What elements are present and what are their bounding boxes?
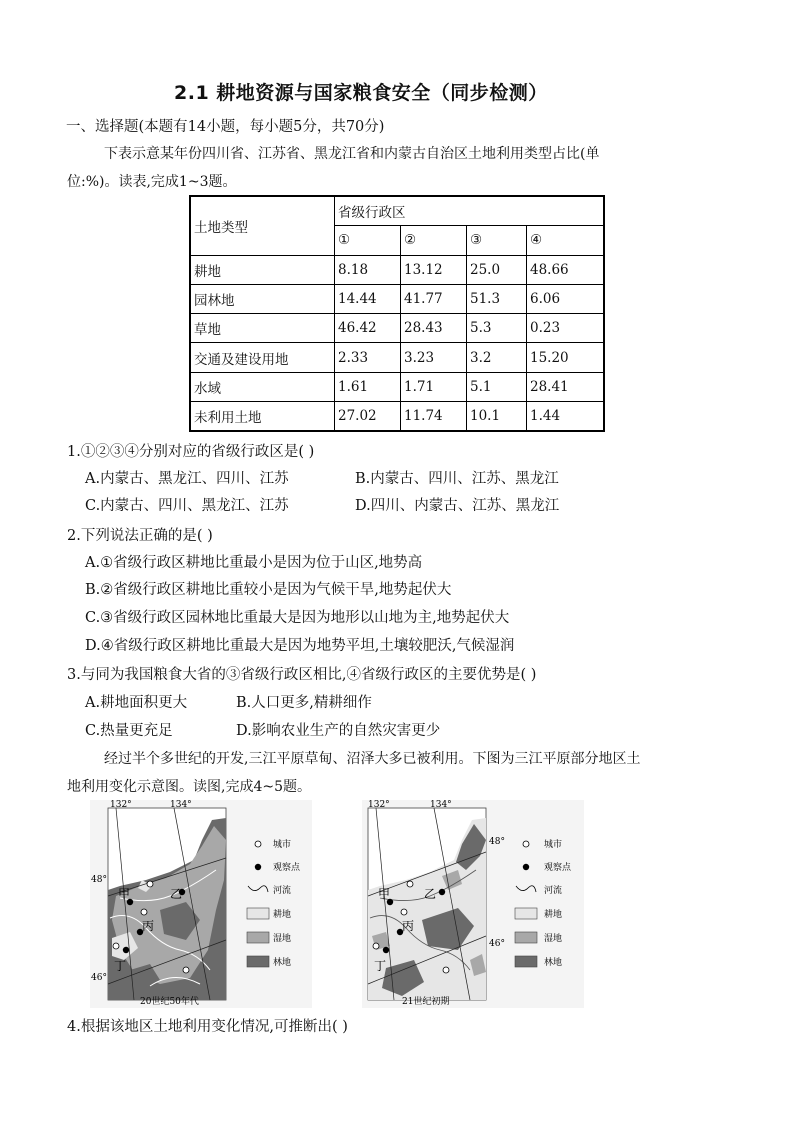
question-1-option-a[interactable]: A.内蒙古、黑龙江、四川、江苏 (85, 471, 289, 487)
intro-paragraph-line: 经过半个多世纪的开发,三江平原草甸、沼泽大多已被利用。下图为三江平原部分地区土 (104, 751, 641, 767)
table-row (190, 314, 604, 343)
legend-label-observation: 观察点 (273, 863, 301, 873)
table-cell: 8.18 (335, 255, 401, 284)
table-cell: 48.66 (527, 255, 605, 284)
forest-legend-swatch (515, 956, 537, 967)
question-1-stem: 1.①②③④分别对应的省级行政区是( ) (67, 444, 315, 460)
land-use-map-1950s (90, 800, 312, 1008)
legend-label-farmland: 耕地 (544, 910, 563, 920)
question-2-option-b[interactable]: B.②省级行政区耕地比重较小是因为气候干旱,地势起伏大 (85, 582, 452, 598)
question-2-option-c[interactable]: C.③省级行政区园林地比重最大是因为地形以山地为主,地势起伏大 (85, 610, 510, 626)
row-label: 未利用土地 (190, 402, 335, 432)
farmland-legend-swatch (515, 908, 537, 919)
city-legend-icon (255, 841, 261, 847)
table-column-header: ① (335, 226, 401, 255)
table-cell: 1.61 (335, 372, 401, 401)
question-3-option-a[interactable]: A.耕地面积更大 (85, 695, 188, 711)
question-3-option-b[interactable]: B.人口更多,精耕细作 (236, 695, 372, 711)
observation-point-icon (123, 947, 129, 953)
table-cell: 5.1 (467, 372, 527, 401)
city-icon (407, 881, 413, 887)
table-cell: 25.0 (467, 255, 527, 284)
table-cell: 28.43 (401, 314, 467, 343)
observation-legend-icon (255, 864, 261, 870)
city-icon (147, 881, 153, 887)
section-heading: 一、选择题(本题有14小题，每小题5分，共70分) (66, 119, 385, 135)
legend-label-forest: 林地 (273, 958, 292, 968)
row-label: 交通及建设用地 (190, 343, 335, 372)
latitude-label: 48° (489, 837, 505, 847)
legend-label-river: 河流 (273, 886, 292, 896)
question-2-option-a[interactable]: A.①省级行政区耕地比重最小是因为位于山区,地势高 (85, 555, 423, 571)
table-cell: 0.23 (527, 314, 605, 343)
forest-legend-swatch (247, 956, 269, 967)
table-cell: 11.74 (401, 402, 467, 432)
point-label-ding: 丁 (374, 959, 387, 973)
legend-label-city: 城市 (544, 840, 563, 850)
legend-label-forest: 林地 (544, 958, 563, 968)
longitude-label: 132° (368, 800, 390, 810)
table-cell: 3.2 (467, 343, 527, 372)
table-row (190, 372, 604, 401)
table-cell: 1.44 (527, 402, 605, 432)
observation-point-icon (383, 947, 389, 953)
land-use-table (189, 195, 605, 432)
point-label-bing: 丙 (402, 919, 415, 933)
wetland-legend-swatch (247, 932, 269, 943)
question-2-option-d[interactable]: D.④省级行政区耕地比重最大是因为地势平坦,土壤较肥沃,气候湿润 (85, 638, 515, 654)
table-cell: 15.20 (527, 343, 605, 372)
observation-legend-icon (523, 864, 529, 870)
table-row (190, 402, 604, 432)
city-icon (443, 967, 449, 973)
question-3-option-d[interactable]: D.影响农业生产的自然灾害更少 (236, 723, 441, 739)
land-use-map-2000s (362, 800, 584, 1008)
question-4-stem: 4.根据该地区土地利用变化情况,可推断出( ) (67, 1019, 348, 1035)
table-row (190, 255, 604, 284)
question-2-stem: 2.下列说法正确的是( ) (67, 528, 213, 544)
legend-label-wetland: 湿地 (273, 934, 292, 944)
table-cell: 2.33 (335, 343, 401, 372)
legend-label-farmland: 耕地 (273, 910, 292, 920)
city-icon (401, 909, 407, 915)
table-cell: 5.3 (467, 314, 527, 343)
table-cell: 27.02 (335, 402, 401, 432)
city-icon (373, 943, 379, 949)
question-3-option-c[interactable]: C.热量更充足 (85, 723, 173, 739)
city-icon (183, 967, 189, 973)
map-caption: 20世纪50年代 (140, 997, 199, 1007)
farmland-legend-swatch (247, 908, 269, 919)
table-column-header: ③ (467, 226, 527, 255)
point-label-bing: 丙 (142, 919, 155, 933)
table-header-land-type: 土地类型 (190, 196, 335, 255)
table-cell: 10.1 (467, 402, 527, 432)
intro-paragraph-line: 地利用变化示意图。读图,完成4~5题。 (67, 779, 311, 795)
table-cell: 3.23 (401, 343, 467, 372)
row-label: 耕地 (190, 255, 335, 284)
point-label-jia: 甲 (118, 887, 131, 901)
longitude-label: 134° (430, 800, 452, 810)
intro-paragraph-line: 位:%)。读表,完成1~3题。 (67, 174, 237, 190)
map-caption: 21世纪初期 (402, 997, 450, 1007)
point-label-yi: 乙 (170, 887, 183, 901)
row-label: 园林地 (190, 284, 335, 313)
latitude-label: 46° (91, 973, 107, 983)
table-column-header: ② (401, 226, 467, 255)
page-title: 2.1 耕地资源与国家粮食安全（同步检测） (174, 82, 548, 104)
intro-paragraph-line: 下表示意某年份四川省、江苏省、黑龙江省和内蒙古自治区土地利用类型占比(单 (104, 146, 600, 162)
legend-label-city: 城市 (273, 840, 292, 850)
wetland-legend-swatch (515, 932, 537, 943)
question-1-option-b[interactable]: B.内蒙古、四川、江苏、黑龙江 (355, 471, 559, 487)
table-header-region: 省级行政区 (335, 196, 605, 226)
table-cell: 14.44 (335, 284, 401, 313)
table-cell: 6.06 (527, 284, 605, 313)
observation-point-icon (439, 889, 445, 895)
table-cell: 1.71 (401, 372, 467, 401)
question-1-option-d[interactable]: D.四川、内蒙古、江苏、黑龙江 (355, 498, 560, 514)
latitude-label: 46° (489, 939, 505, 949)
point-label-jia: 甲 (378, 887, 391, 901)
table-cell: 13.12 (401, 255, 467, 284)
legend-label-wetland: 湿地 (544, 934, 563, 944)
legend-label-observation: 观察点 (544, 863, 572, 873)
table-cell: 51.3 (467, 284, 527, 313)
longitude-label: 132° (110, 800, 132, 810)
legend-label-river: 河流 (544, 886, 563, 896)
table-cell: 41.77 (401, 284, 467, 313)
table-cell: 28.41 (527, 372, 605, 401)
question-3-stem: 3.与同为我国粮食大省的③省级行政区相比,④省级行政区的主要优势是( ) (67, 667, 537, 683)
row-label: 水域 (190, 372, 335, 401)
table-row (190, 284, 604, 313)
table-column-header: ④ (527, 226, 605, 255)
table-row (190, 343, 604, 372)
row-label: 草地 (190, 314, 335, 343)
city-icon (113, 943, 119, 949)
city-icon (141, 909, 147, 915)
point-label-yi: 乙 (424, 887, 437, 901)
latitude-label: 48° (91, 875, 107, 885)
longitude-label: 134° (170, 800, 192, 810)
question-1-option-c[interactable]: C.内蒙古、四川、黑龙江、江苏 (85, 498, 289, 514)
point-label-ding: 丁 (114, 959, 127, 973)
table-cell: 46.42 (335, 314, 401, 343)
city-legend-icon (523, 841, 529, 847)
